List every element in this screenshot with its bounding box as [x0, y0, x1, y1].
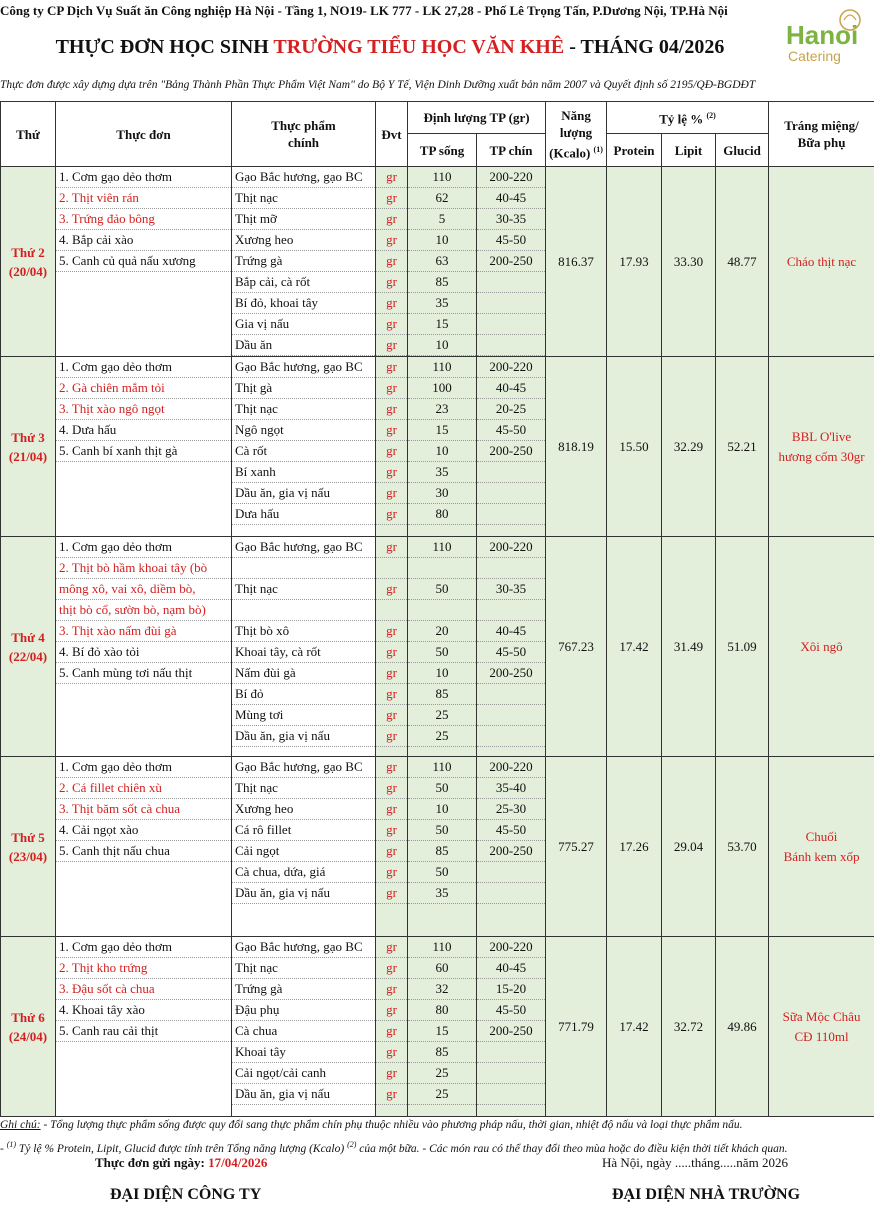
raw-value: 62 [408, 188, 476, 209]
header-thuc-don: Thực đơn [56, 102, 232, 167]
name-value: Khoai tây, cà rốt [232, 642, 375, 663]
cooked-value [477, 1042, 545, 1063]
raw-value: 5 [408, 209, 476, 230]
dessert-line: Sữa Mộc Châu [782, 1008, 861, 1024]
dish-line: 4. Bí đỏ xào tỏi [56, 642, 231, 663]
cooked-value [477, 314, 545, 335]
unit-value: gr [376, 1042, 407, 1063]
name-value: Gạo Bắc hương, gạo BC [232, 167, 375, 188]
dish-line: 5. Canh củ quả nấu xương [56, 251, 231, 272]
cooked-value [477, 705, 545, 726]
name-value: Gạo Bắc hương, gạo BC [232, 537, 375, 558]
cooked-value [477, 272, 545, 293]
raw-value: 23 [408, 399, 476, 420]
dish-line: 1. Cơm gạo dẻo thơm [56, 757, 231, 778]
dish-line: 4. Dưa hấu [56, 420, 231, 441]
dish-line: 4. Bắp cải xào [56, 230, 231, 251]
name-value: Ngô ngọt [232, 420, 375, 441]
raw-value: 10 [408, 663, 476, 684]
cooked-value: 200-220 [477, 757, 545, 778]
unit-value: gr [376, 537, 407, 558]
energy-value: 771.79 [546, 937, 607, 1117]
cooked-value [477, 1063, 545, 1084]
school-name: TRƯỜNG TIỂU HỌC VĂN KHÊ [273, 36, 565, 58]
protein-value: 17.42 [607, 537, 662, 757]
name-value: Đậu phụ [232, 1000, 375, 1021]
dish-line: 4. Cải ngọt xào [56, 820, 231, 841]
note-line-2: - $^{(1)}$ Tỷ lệ % Protein, Lipit, Glucid được tính trên Tổng năng lượng (Kcalo) $^{(2)}$ của một bữa. - Các món rau có thể thay đổi theo mùa hoặc do điều kiện thời tiết khách quan. [0, 1140, 788, 1155]
unit-value: gr [376, 293, 407, 314]
cooked-value: 40-45 [477, 958, 545, 979]
dessert-line: hương cốm 30gr [778, 448, 865, 464]
raw-value: 100 [408, 378, 476, 399]
name-value: Gạo Bắc hương, gạo BC [232, 757, 375, 778]
raw-value: 85 [408, 1042, 476, 1063]
raw-value: 32 [408, 979, 476, 1000]
raw-value: 60 [408, 958, 476, 979]
name-value: Cà rốt [232, 441, 375, 462]
name-value: Bí đỏ, khoai tây [232, 293, 375, 314]
cooked-value [477, 883, 545, 904]
cooked-value: 200-250 [477, 441, 545, 462]
day-row [1, 937, 874, 1117]
name-value: Trứng gà [232, 979, 375, 1000]
name-value: Xương heo [232, 230, 375, 251]
raw-value: 63 [408, 251, 476, 272]
unit-value: gr [376, 399, 407, 420]
notes-section [0, 1115, 874, 1159]
raw-weight-list [408, 757, 477, 937]
unit-value: gr [376, 167, 407, 188]
header-protein: Protein [607, 134, 662, 167]
unit-value: gr [376, 841, 407, 862]
unit-value: gr [376, 314, 407, 335]
raw-value: 10 [408, 230, 476, 251]
raw-value: 85 [408, 272, 476, 293]
day-label: Thứ 3 (21/04) [1, 357, 56, 537]
unit-value: gr [376, 272, 407, 293]
name-value: Dầu ăn, gia vị nấu [232, 483, 375, 504]
unit-list [376, 167, 408, 357]
cooked-value: 45-50 [477, 1000, 545, 1021]
lipit-value: 33.30 [662, 167, 716, 357]
cooked-value [477, 504, 545, 525]
raw-value: 85 [408, 684, 476, 705]
dish-line: 5. Canh rau cải thịt [56, 1021, 231, 1042]
page-title: THỰC ĐƠN HỌC SINH TRƯỜNG TIỂU HỌC VĂN KHÊ - THÁNG 04/2026 [55, 36, 725, 58]
day-row [1, 757, 874, 937]
cooked-value [477, 684, 545, 705]
day-label: Thứ 2 (20/04) [1, 167, 56, 357]
raw-value: 10 [408, 799, 476, 820]
raw-value: 35 [408, 462, 476, 483]
dish-line: 2. Thịt viên rán [56, 188, 231, 209]
protein-value: 17.26 [607, 757, 662, 937]
raw-value: 25 [408, 1084, 476, 1105]
day-row [1, 537, 874, 757]
cooked-value: 40-45 [477, 188, 545, 209]
cooked-value: 200-220 [477, 357, 545, 378]
cooked-value: 200-250 [477, 251, 545, 272]
name-value: Dầu ăn, gia vị nấu [232, 1084, 375, 1105]
raw-value: 30 [408, 483, 476, 504]
dish-line: 5. Canh bí xanh thịt gà [56, 441, 231, 462]
ingredient-list [232, 757, 376, 937]
dish-line: 1. Cơm gạo dẻo thơm [56, 167, 231, 188]
cooked-value: 200-250 [477, 663, 545, 684]
unit-value: gr [376, 441, 407, 462]
dish-list [56, 937, 232, 1117]
header-glucid: Glucid [716, 134, 769, 167]
raw-value: 80 [408, 504, 476, 525]
cooked-value: 30-35 [477, 579, 545, 600]
name-value: Cải ngọt [232, 841, 375, 862]
name-value [232, 600, 375, 621]
raw-value: 85 [408, 841, 476, 862]
cooked-value [477, 600, 545, 621]
raw-value: 110 [408, 167, 476, 188]
raw-value [408, 600, 476, 621]
unit-value: gr [376, 1000, 407, 1021]
glucid-value: 48.77 [716, 167, 769, 357]
name-value: Dầu ăn, gia vị nấu [232, 726, 375, 747]
unit-value: gr [376, 462, 407, 483]
raw-value: 110 [408, 757, 476, 778]
dish-line: 5. Canh thịt nấu chua [56, 841, 231, 862]
cooked-value: 200-250 [477, 1021, 545, 1042]
unit-value [376, 600, 407, 621]
raw-value: 50 [408, 778, 476, 799]
name-value: Thịt bò xô [232, 621, 375, 642]
unit-value: gr [376, 230, 407, 251]
unit-value: gr [376, 621, 407, 642]
day-row [1, 357, 874, 537]
dish-line: 3. Trứng đảo bông [56, 209, 231, 230]
cooked-value: 40-45 [477, 378, 545, 399]
name-value: Thịt gà [232, 378, 375, 399]
raw-value: 15 [408, 314, 476, 335]
unit-value: gr [376, 420, 407, 441]
protein-value: 15.50 [607, 357, 662, 537]
raw-value: 10 [408, 441, 476, 462]
glucid-value: 51.09 [716, 537, 769, 757]
raw-value [408, 558, 476, 579]
name-value: Cà chua, dứa, giá [232, 862, 375, 883]
unit-list [376, 537, 408, 757]
cooked-weight-list [477, 937, 546, 1117]
cooked-value: 45-50 [477, 820, 545, 841]
header-lipit: Lipit [662, 134, 716, 167]
cooked-value [477, 1084, 545, 1105]
dish-line: 3. Thịt xào ngô ngọt [56, 399, 231, 420]
raw-weight-list [408, 357, 477, 537]
cooked-value: 45-50 [477, 230, 545, 251]
name-value: Dưa hấu [232, 504, 375, 525]
unit-value: gr [376, 663, 407, 684]
name-value: Cải ngọt/cải canh [232, 1063, 375, 1084]
dessert-line: Chuối [805, 828, 838, 844]
energy-value: 775.27 [546, 757, 607, 937]
unit-value: gr [376, 209, 407, 230]
dish-line: mông xô, vai xô, diềm bò, [56, 579, 231, 600]
name-value: Bắp cải, cà rốt [232, 272, 375, 293]
cooked-value [477, 483, 545, 504]
raw-value: 50 [408, 579, 476, 600]
header-dvt: Đvt [376, 102, 408, 167]
protein-value: 17.93 [607, 167, 662, 357]
cooked-value: 35-40 [477, 778, 545, 799]
day-label: Thứ 5 (23/04) [1, 757, 56, 937]
cooked-value: 15-20 [477, 979, 545, 1000]
name-value: Xương heo [232, 799, 375, 820]
unit-list [376, 757, 408, 937]
logo-text: Hanoi [786, 20, 859, 50]
raw-value: 80 [408, 1000, 476, 1021]
unit-value [376, 558, 407, 579]
energy-value: 816.37 [546, 167, 607, 357]
name-value: Dầu ăn [232, 335, 375, 356]
ingredient-list [232, 167, 376, 357]
cooked-value [477, 462, 545, 483]
name-value: Mùng tơi [232, 705, 375, 726]
glucid-value: 53.70 [716, 757, 769, 937]
cooked-value: 40-45 [477, 621, 545, 642]
raw-value: 15 [408, 1021, 476, 1042]
unit-value: gr [376, 335, 407, 356]
unit-value: gr [376, 188, 407, 209]
unit-value: gr [376, 1063, 407, 1084]
header-tp-song: TP sống [408, 134, 477, 167]
dessert-cell [769, 167, 874, 357]
name-value: Cá rô fillet [232, 820, 375, 841]
raw-value: 25 [408, 705, 476, 726]
raw-value: 15 [408, 420, 476, 441]
cooked-weight-list [477, 757, 546, 937]
place-date-line: Hà Nội, ngày .....tháng.....năm 2026 [602, 1155, 788, 1170]
cooked-value: 200-220 [477, 167, 545, 188]
unit-list [376, 937, 408, 1117]
cooked-value: 45-50 [477, 642, 545, 663]
company-representative: ĐẠI DIỆN CÔNG TY [110, 1186, 262, 1203]
school-representative: ĐẠI DIỆN NHÀ TRƯỜNG [612, 1186, 801, 1203]
cooked-weight-list [477, 357, 546, 537]
cooked-value: 200-220 [477, 537, 545, 558]
sent-date: 17/04/2026 [208, 1155, 268, 1170]
raw-weight-list [408, 167, 477, 357]
dish-list [56, 167, 232, 357]
lipit-value: 31.49 [662, 537, 716, 757]
dessert-line: Cháo thịt nạc [786, 253, 857, 269]
cooked-value [477, 293, 545, 314]
menu-table [0, 101, 874, 1117]
cooked-value: 20-25 [477, 399, 545, 420]
name-value: Thịt nạc [232, 579, 375, 600]
dish-line: 2. Gà chiên mắm tỏi [56, 378, 231, 399]
cooked-value: 30-35 [477, 209, 545, 230]
dish-line: 1. Cơm gạo dẻo thơm [56, 357, 231, 378]
cooked-value: 45-50 [477, 420, 545, 441]
raw-value: 35 [408, 883, 476, 904]
name-value: Gia vị nấu [232, 314, 375, 335]
name-value: Thịt nạc [232, 399, 375, 420]
day-label: Thứ 6 (24/04) [1, 937, 56, 1117]
dish-line: 1. Cơm gạo dẻo thơm [56, 937, 231, 958]
unit-value: gr [376, 958, 407, 979]
raw-value: 25 [408, 726, 476, 747]
header-nang-luong: Năng lượng (Kcalo) $^{(1)}$ [546, 102, 607, 167]
dish-line: 1. Cơm gạo dẻo thơm [56, 537, 231, 558]
menu-basis-note: Thực đơn được xây dựng dựa trên "Bảng Thành Phần Thực Phẩm Việt Nam" do Bộ Y Tế, Viện Dinh Dưỡng xuất bản năm 2007 và Quyết định số 2195/QĐ-BGDĐT [0, 79, 756, 91]
lipit-value: 32.72 [662, 937, 716, 1117]
unit-value: gr [376, 726, 407, 747]
glucid-value: 52.21 [716, 357, 769, 537]
glucid-value: 49.86 [716, 937, 769, 1117]
protein-value: 17.42 [607, 937, 662, 1117]
unit-value: gr [376, 937, 407, 958]
sent-date-line: Thực đơn gửi ngày: 17/04/2026 [95, 1155, 268, 1170]
dish-list [56, 757, 232, 937]
name-value: Gạo Bắc hương, gạo BC [232, 357, 375, 378]
dessert-cell [769, 757, 874, 937]
raw-value: 20 [408, 621, 476, 642]
day-row [1, 167, 874, 357]
unit-value: gr [376, 799, 407, 820]
name-value: Trứng gà [232, 251, 375, 272]
raw-weight-list [408, 937, 477, 1117]
unit-value: gr [376, 1021, 407, 1042]
raw-value: 50 [408, 642, 476, 663]
unit-value: gr [376, 684, 407, 705]
ingredient-list [232, 357, 376, 537]
raw-weight-list [408, 537, 477, 757]
lipit-value: 29.04 [662, 757, 716, 937]
company-info: Công ty CP Dịch Vụ Suất ăn Công nghiệp Hà Nội - Tầng 1, NO19- LK 777 - LK 27,28 - Phố Lê Trọng Tấn, P.Dương Nội, TP.Hà Nội [0, 3, 728, 18]
name-value [232, 558, 375, 579]
energy-value: 767.23 [546, 537, 607, 757]
name-value: Gạo Bắc hương, gạo BC [232, 937, 375, 958]
unit-value: gr [376, 483, 407, 504]
dish-line: 2. Cá fillet chiên xù [56, 778, 231, 799]
cooked-value [477, 726, 545, 747]
ingredient-list [232, 537, 376, 757]
name-value: Thịt nạc [232, 188, 375, 209]
unit-value: gr [376, 820, 407, 841]
raw-value: 110 [408, 937, 476, 958]
cooked-value: 200-250 [477, 841, 545, 862]
dish-line: 5. Canh mùng tơi nấu thịt [56, 663, 231, 684]
energy-value: 818.19 [546, 357, 607, 537]
dessert-cell [769, 357, 874, 537]
name-value: Khoai tây [232, 1042, 375, 1063]
header-tp-chin: TP chín [477, 134, 546, 167]
raw-value: 50 [408, 820, 476, 841]
name-value: Bí đỏ [232, 684, 375, 705]
name-value: Nấm đùi gà [232, 663, 375, 684]
dessert-line: BBL O'live [791, 428, 852, 444]
cooked-value [477, 558, 545, 579]
logo-subtext: Catering [788, 48, 841, 64]
cooked-weight-list [477, 537, 546, 757]
cooked-value [477, 335, 545, 356]
raw-value: 25 [408, 1063, 476, 1084]
unit-value: gr [376, 504, 407, 525]
dish-line: 2. Thịt kho trứng [56, 958, 231, 979]
dessert-line: CĐ 110ml [794, 1028, 849, 1044]
cooked-value: 200-220 [477, 937, 545, 958]
dish-line: 2. Thịt bò hầm khoai tây (bò [56, 558, 231, 579]
unit-value: gr [376, 251, 407, 272]
name-value: Thịt mỡ [232, 209, 375, 230]
unit-value: gr [376, 883, 407, 904]
unit-value: gr [376, 642, 407, 663]
unit-value: gr [376, 862, 407, 883]
unit-value: gr [376, 979, 407, 1000]
raw-value: 110 [408, 537, 476, 558]
unit-list [376, 357, 408, 537]
unit-value: gr [376, 357, 407, 378]
dessert-line: Bánh kem xốp [783, 848, 860, 864]
lipit-value: 32.29 [662, 357, 716, 537]
dish-list [56, 357, 232, 537]
cooked-weight-list [477, 167, 546, 357]
raw-value: 10 [408, 335, 476, 356]
dessert-cell [769, 537, 874, 757]
unit-value: gr [376, 705, 407, 726]
hanoi-catering-logo [780, 4, 872, 66]
dish-line: 3. Thịt xào nấm đùi gà [56, 621, 231, 642]
header-thu: Thứ [1, 102, 56, 167]
cooked-value: 25-30 [477, 799, 545, 820]
dish-list [56, 537, 232, 757]
header-dinh-luong: Định lượng TP (gr) [408, 102, 546, 134]
unit-value: gr [376, 757, 407, 778]
dessert-cell [769, 937, 874, 1117]
header-ty-le: Tỷ lệ % $^{(2)}$ [607, 102, 769, 134]
name-value: Dầu ăn, gia vị nấu [232, 883, 375, 904]
unit-value: gr [376, 778, 407, 799]
raw-value: 35 [408, 293, 476, 314]
note-line-1: Ghi chú: - Tổng lượng thực phẩm sống được quy đổi sang thực phẩm chín phụ thuộc nhiều vào phương pháp nấu, thời gian, nhiệt độ nấu và loại thực phẩm nấu. [0, 1119, 743, 1131]
dessert-line: Xôi ngô [800, 638, 843, 654]
cooked-value [477, 862, 545, 883]
dish-line: 4. Khoai tây xào [56, 1000, 231, 1021]
header-trang-mieng: Tráng miệng/ Bữa phụ [769, 102, 874, 167]
dish-line: thịt bò cổ, sườn bò, nạm bò) [56, 600, 231, 621]
unit-value: gr [376, 1084, 407, 1105]
unit-value: gr [376, 579, 407, 600]
raw-value: 50 [408, 862, 476, 883]
name-value: Cà chua [232, 1021, 375, 1042]
name-value: Thịt nạc [232, 958, 375, 979]
name-value: Bí xanh [232, 462, 375, 483]
dish-line: 3. Đậu sốt cà chua [56, 979, 231, 1000]
unit-value: gr [376, 378, 407, 399]
name-value: Thịt nạc [232, 778, 375, 799]
raw-value: 110 [408, 357, 476, 378]
day-label: Thứ 4 (22/04) [1, 537, 56, 757]
dish-line: 3. Thịt băm sốt cà chua [56, 799, 231, 820]
ingredient-list [232, 937, 376, 1117]
header-thuc-pham: Thực phẩm chính [232, 102, 376, 167]
